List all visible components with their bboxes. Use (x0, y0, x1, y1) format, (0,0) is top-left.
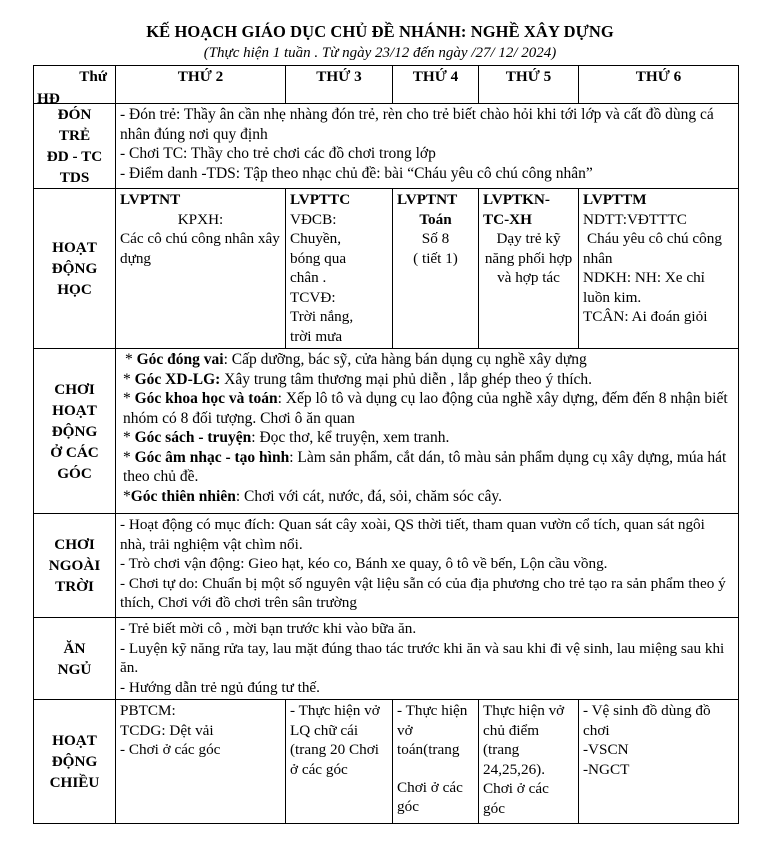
subject-text: Cháu yêu cô chú công nhân (583, 230, 722, 267)
day-header-thu3: THỨ 3 (286, 66, 393, 104)
goc-label: Góc đóng vai (136, 351, 224, 368)
subject-code: LVPTTM (583, 191, 647, 208)
subject-text: TCÂN: Ai đoán giỏi (583, 308, 708, 325)
text-line: - Thực hiện vở toán(trang (397, 702, 468, 758)
row-head-don-tre (34, 104, 116, 189)
row-head-choi-goc (34, 349, 116, 514)
day-header-thu5: THỨ 5 (479, 66, 579, 104)
day-header-thu4: THỨ 4 (393, 66, 479, 104)
goc-prefix: * (123, 390, 135, 407)
subject-text: Số 8 (421, 230, 450, 247)
text-line: - Trò chơi vận động: Gieo hạt, kéo co, Bánh xe quay, ô tô về bến, Lộn cầu vồng. (120, 555, 608, 572)
text-line: - Chơi TC: Thầy cho trẻ chơi các đồ chơi trong lớp (120, 145, 436, 162)
cell-hdc-thu5 (479, 700, 579, 824)
cell-hdh-thu4 (393, 189, 479, 349)
corner-label-hd: HĐ (37, 90, 60, 107)
text-line: - Điểm danh -TDS: Tập theo nhạc chủ đề: bài “Cháu yêu cô chú công nhân” (120, 164, 593, 182)
row-head-line: ĐỘNG (51, 260, 98, 277)
cell-hdh-thu2 (116, 189, 286, 349)
subject-code: LVPTKN-TC-XH (483, 191, 550, 228)
cell-hdh-thu3 (286, 189, 393, 349)
row-head-line: ĐÓN (57, 106, 92, 123)
text-line: - Chơi ở các góc (120, 741, 221, 758)
goc-text: : Chơi với cát, nước, đá, sỏi, chăm sóc cây. (235, 487, 502, 505)
row-head-line: NGOÀI (48, 557, 101, 574)
corner-label-thu: Thứ (79, 68, 107, 85)
subject-text: Dạy trẻ kỹ năng phối hợp và hợp tác (484, 230, 573, 286)
goc-item (123, 448, 734, 487)
goc-label: Góc thiên nhiên (130, 487, 236, 505)
text-line: Chơi ở các góc (397, 778, 463, 815)
cell-hdh-thu6 (579, 189, 739, 349)
goc-label: Góc XD-LG: (134, 370, 221, 388)
page-title: KẾ HOẠCH GIÁO DỤC CHỦ ĐỀ NHÁNH: NGHỀ XÂY DỰNG (146, 22, 614, 41)
goc-prefix: * (125, 351, 137, 368)
goc-text: : Làm sản phẩm, cắt dán, tô màu sản phẩm dụng cụ xây dựng, múa hát theo chủ đề. (123, 448, 727, 485)
goc-prefix: * (123, 487, 131, 505)
subject-text: VĐCB: Chuyền, bóng qua chân . TCVĐ: Trời nắng, trời mưa (290, 210, 354, 345)
row-head-line: Ở CÁC (50, 443, 99, 461)
goc-prefix: * (123, 448, 135, 466)
day-header-thu2: THỨ 2 (116, 66, 286, 104)
page-subtitle: (Thực hiện 1 tuần . Từ ngày 23/12 đến ngày /27/ 12/ 2024) (203, 45, 557, 61)
row-head-line: ĐD - TC (46, 148, 103, 165)
row-an-ngu (34, 618, 739, 700)
text-line: - Thực hiện vở LQ chữ cái (trang 20 Chơi ở các góc (290, 702, 380, 778)
row-head-line: HỌC (57, 281, 92, 298)
goc-label: Góc sách - truyện (134, 429, 252, 446)
cell-hdc-thu2 (116, 700, 286, 824)
goc-item (123, 350, 734, 370)
goc-item (123, 428, 734, 448)
row-head-line: NGỦ (57, 660, 92, 678)
header-corner (34, 66, 116, 107)
day-header-thu6: THỨ 6 (579, 66, 739, 104)
row-head-line: ĐỘNG (51, 422, 98, 440)
header-row (34, 66, 739, 104)
goc-label: Góc âm nhạc - tạo hình (134, 448, 290, 466)
text-line: - Đón trẻ: Thầy ân cần nhẹ nhàng đón trẻ, rèn cho trẻ biết chào hỏi khi tới lớp và cất đồ dùng cá nhân đúng nơi quy định (120, 106, 714, 143)
row-head-line: TRẺ (58, 127, 91, 144)
goc-label: Góc khoa học và toán (134, 390, 278, 407)
row-head-line: ĐỘNG (51, 753, 98, 770)
goc-item (123, 487, 734, 507)
row-head-hoat-dong-chieu (34, 700, 116, 824)
row-head-line: CHƠI (54, 380, 95, 398)
row-head-line: HOẠT (52, 732, 97, 749)
row-head-line: TDS (59, 169, 90, 186)
cell-an-ngu (116, 618, 739, 700)
text-line: Thực hiện vở chủ điểm (trang 24,25,26). Chơi ở các góc (483, 702, 565, 817)
row-head-line: TRỜI (55, 578, 94, 595)
row-head-an-ngu (34, 618, 116, 700)
cell-hdh-thu5 (479, 189, 579, 349)
row-choi-ngoai-troi (34, 514, 739, 618)
subject-text: NDTT:VĐTTTC (583, 210, 687, 228)
goc-item (123, 370, 734, 390)
row-head-line: GÓC (57, 464, 92, 482)
row-head-line: CHIỀU (49, 774, 100, 791)
cell-hdc-thu6 (579, 700, 739, 824)
cell-hdc-thu4 (393, 700, 479, 824)
text-line: - Trẻ biết mời cô , mời bạn trước khi vào bữa ăn. (120, 620, 417, 637)
goc-text: Xây trung tâm thương mại phủ diễn , lắp ghép theo ý thích. (220, 370, 593, 388)
row-head-hoat-dong-hoc (34, 189, 116, 349)
text-line: - Hướng dẫn trẻ ngủ đúng tư thế. (120, 678, 320, 696)
text-line: - Hoạt động có mục đích: Quan sát cây xoài, QS thời tiết, tham quan vườn cổ tích, quan sát ngôi nhà, trải nghiệm vật chìm nổi. (120, 516, 705, 553)
goc-item (123, 389, 734, 428)
subject-code: LVPTNT (397, 191, 458, 208)
row-don-tre (34, 104, 739, 189)
subject-text: ( tiết 1) (413, 249, 458, 267)
goc-text: : Cấp dưỡng, bác sỹ, cửa hàng bán dụng cụ nghề xây dựng (223, 351, 587, 368)
row-hoat-dong-hoc (34, 189, 739, 349)
row-hoat-dong-chieu (34, 700, 739, 824)
row-head-line: CHƠI (54, 536, 95, 553)
row-head-line: HOẠT (52, 239, 97, 256)
row-head-line: ĂN (63, 639, 86, 657)
cell-choi-goc (116, 349, 739, 514)
subject-sub: Toán (419, 210, 452, 228)
row-head-line: HOẠT (52, 401, 97, 419)
text-line: TCDG: Dệt vải (120, 721, 214, 739)
text-line: - Luyện kỹ năng rửa tay, lau mặt đúng thao tác trước khi ăn và sau khi đi vệ sinh, lau miệng sau khi ăn. (120, 639, 725, 676)
text-line: -NGCT (583, 760, 630, 778)
goc-text: : Đọc thơ, kể truyện, xem tranh. (251, 429, 450, 446)
subject-text: NDKH: NH: Xe chỉ luồn kim. (583, 269, 705, 306)
goc-text: : Xếp lô tô và dụng cụ lao động của nghề xây dựng, đếm đến 8 nhận biết nhóm có 8 đối tượng. Chơi ô ăn quan (123, 390, 728, 427)
text-line: - Vệ sinh đồ dùng đồ chơi (583, 702, 711, 739)
subject-text: Các cô chú công nhân xây dựng (120, 230, 280, 267)
cell-hdc-thu3 (286, 700, 393, 824)
weekly-plan-table (33, 65, 739, 824)
subject-sub: KPXH: (177, 210, 224, 228)
cell-choi-ngoai-troi (116, 514, 739, 618)
subject-code: LVPTTC (290, 191, 351, 208)
text-line: PBTCM: (120, 702, 176, 719)
subject-code: LVPTNT (120, 191, 181, 208)
goc-prefix: * (123, 429, 135, 446)
text-line: - Chơi tự do: Chuẩn bị một số nguyên vật liệu sẵn có của địa phương cho trẻ tạo ra sản phẩm theo ý thích, Chơi với đồ chơi trên sân trường (120, 574, 726, 611)
row-choi-goc (34, 349, 739, 514)
row-head-choi-ngoai-troi (34, 514, 116, 618)
goc-prefix: * (123, 370, 135, 388)
text-line: -VSCN (583, 741, 629, 758)
cell-don-tre (116, 104, 739, 189)
